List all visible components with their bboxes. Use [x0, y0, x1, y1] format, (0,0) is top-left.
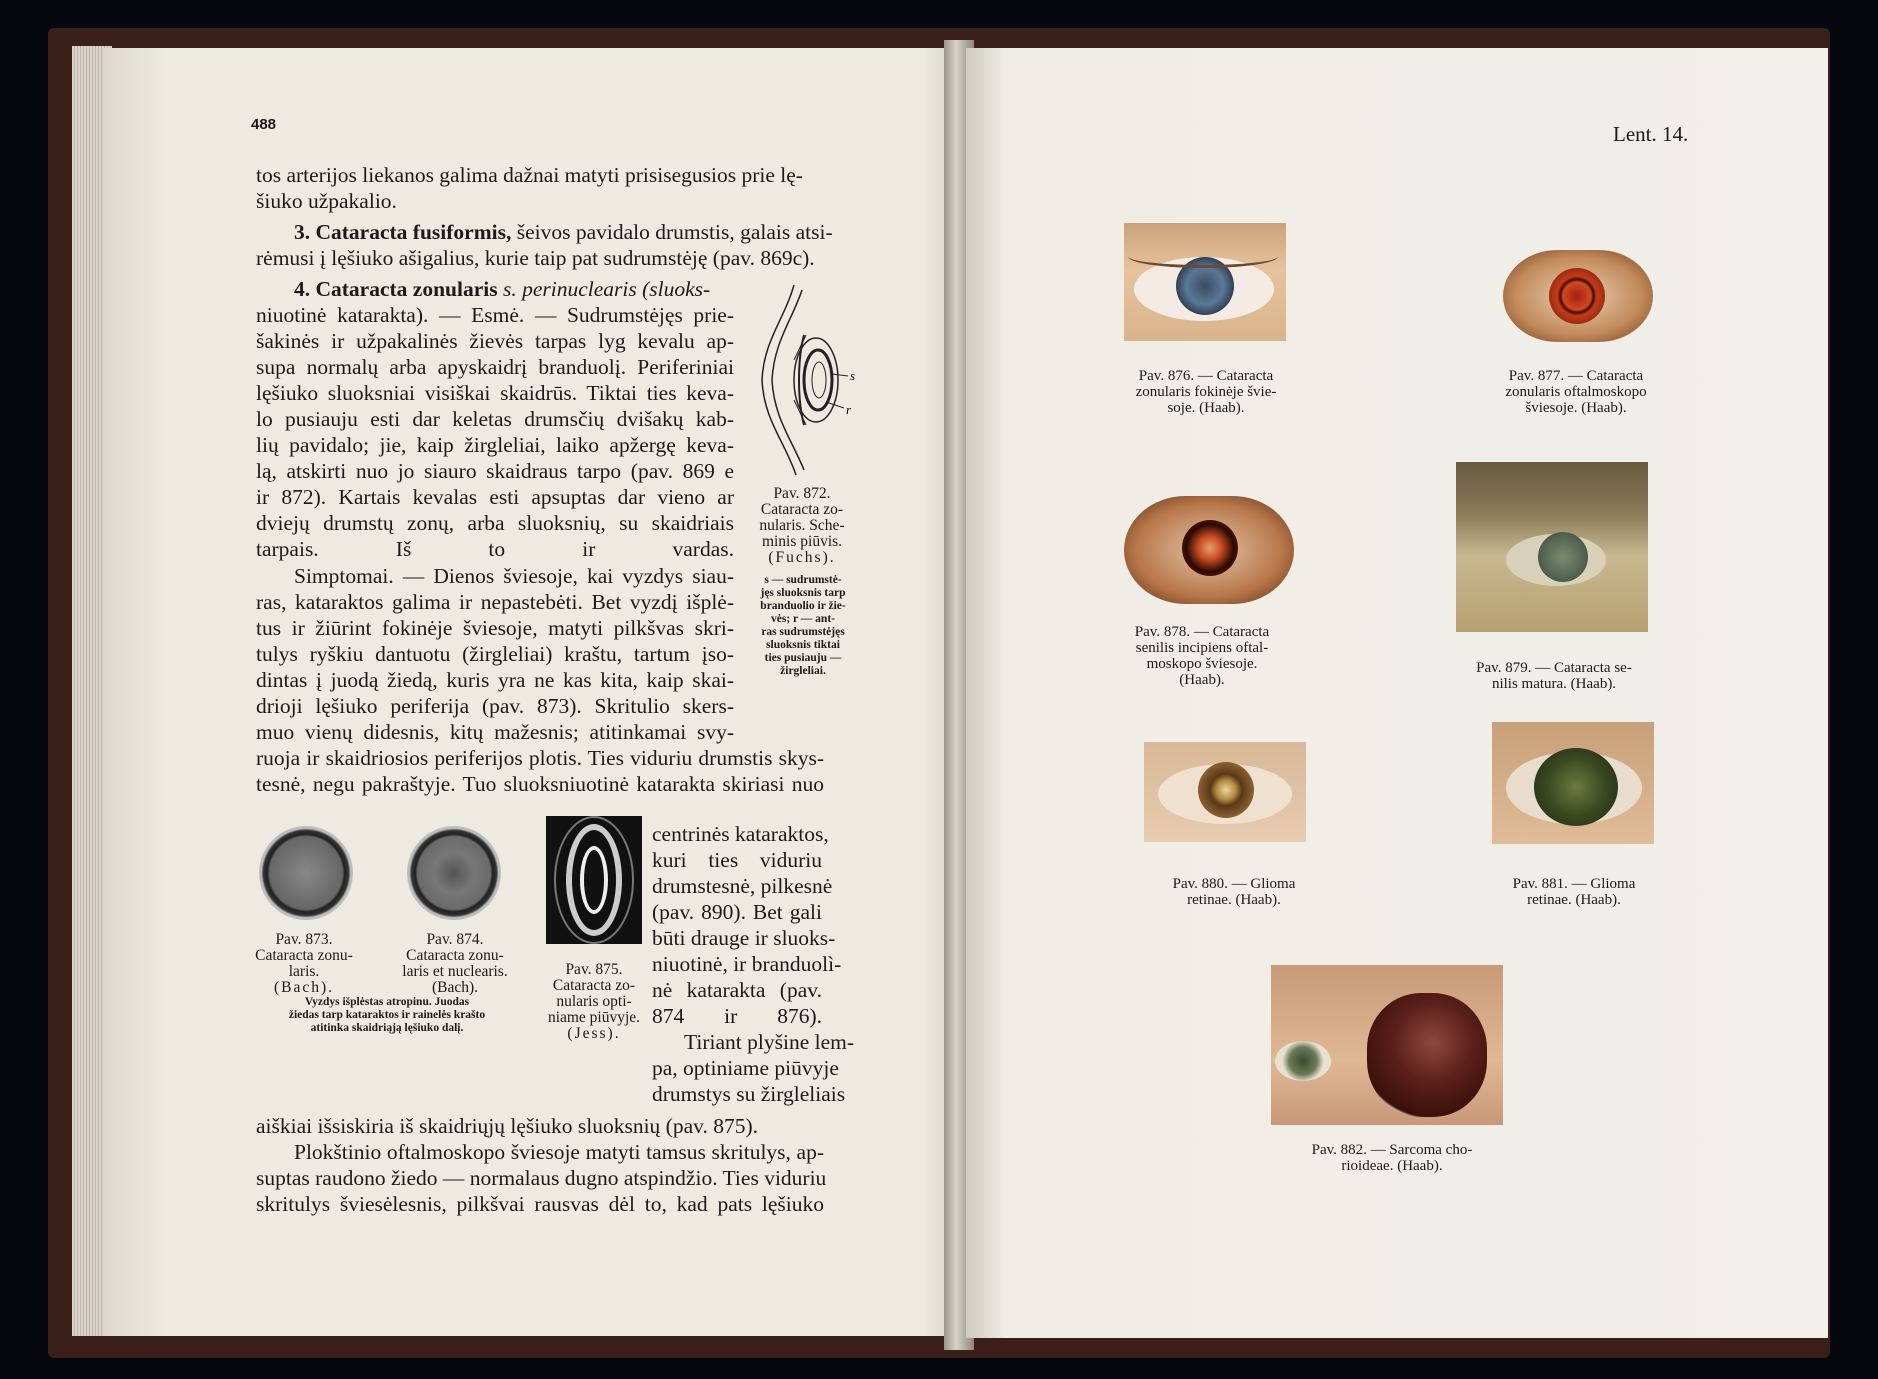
fig-882-image: [1271, 965, 1503, 1125]
text-line: tulys ryškiu dantuotu (žirgleliai) kraštu, tartum įso-: [256, 642, 734, 666]
right-page: [966, 48, 1828, 1338]
text-line: Simptomai. — Dienos šviesoje, kai vyzdys siau-: [294, 564, 734, 588]
text-line: skritulys šviesėlesnis, pilkšvai rausvas dėl to, kad pats lęšiuko: [256, 1192, 824, 1216]
fig-881-image: [1492, 722, 1654, 844]
caption-line: Pav. 875.: [565, 961, 623, 978]
label-s: s: [850, 368, 856, 383]
caption-line: moskopo šviesoje.: [1146, 656, 1258, 672]
text-line: dviejų drumstų zonų, arba sluoksnių, su skaidriais: [256, 511, 734, 535]
legend-line: žirgleliai.: [780, 665, 826, 677]
fig-877-caption: [1476, 368, 1676, 416]
caption-line: retinae. (Haab).: [1187, 892, 1281, 908]
text-line: drumstesnė, pilkesnė: [652, 874, 833, 898]
fig-872-legend: [744, 574, 862, 678]
caption-line: zonularis oftalmoskopo: [1505, 384, 1647, 400]
text-line: Tiriant plyšine lem-: [684, 1030, 855, 1054]
caption-line: zonularis fokinėje švie-: [1135, 384, 1277, 400]
text-line: (pav. 890). Bet gali: [652, 900, 822, 924]
fig-876-caption: [1106, 368, 1306, 416]
fig-874-image: [407, 826, 501, 920]
paragraph-heading: [294, 220, 833, 245]
legend-line: branduolio ir žie-: [760, 600, 846, 612]
caption-line: Pav. 881. — Glioma: [1512, 876, 1636, 892]
caption-line: Pav. 872.: [773, 485, 831, 502]
caption-line: senilis incipiens oftal-: [1135, 640, 1269, 656]
text-line: lių pavidalo; jie, kaip žirgleliai, laiko apžergę keva-: [256, 433, 734, 457]
plate-label: Lent. 14.: [1613, 122, 1689, 146]
text-line: būti drauge ir sluoks-: [652, 926, 836, 950]
fig-875-caption: [534, 962, 654, 1042]
legend-line: ras sudrumstėjęs: [761, 626, 845, 638]
note-line: žiedas tarp kataraktos ir rainelės krašto: [288, 1009, 486, 1021]
fig-881-caption: [1474, 876, 1674, 908]
fig-874-caption: [390, 932, 520, 996]
text-line: centrinės kataraktos,: [652, 822, 829, 846]
caption-line: (Haab).: [1179, 672, 1225, 688]
caption-line: retinae. (Haab).: [1527, 892, 1621, 908]
fig-878-caption: [1102, 624, 1302, 688]
text-line: ruoja ir skaidriosios periferijos plotis. Ties viduriu drumstis skys-: [256, 746, 824, 770]
caption-line: nularis. Sche-: [759, 517, 845, 534]
text-line: drioji lęšiuko periferija (pav. 873). Skritulio skers-: [256, 694, 734, 718]
legend-line: sluoksnis tiktai: [766, 639, 840, 651]
caption-line: (Jess).: [567, 1025, 621, 1042]
text-line: šakinės ir užpakalinės žievės tarpas lyg kevalu ap-: [256, 329, 734, 353]
text-line: lą, atskirti nuo jo siauro skaidraus tarpo (pav. 869 e: [256, 459, 734, 483]
text-line: kuri ties viduriu: [652, 848, 822, 872]
text-line: ir 872). Kartais kevalas esti apsuptas dar vieno ar: [256, 485, 734, 509]
fig-879-caption: [1444, 660, 1664, 692]
left-page: [104, 48, 964, 1336]
fig-872-diagram: [744, 280, 869, 480]
caption-line: rioideae. (Haab).: [1341, 1158, 1443, 1174]
section-title: 4. Cataracta zonularis: [294, 277, 498, 301]
caption-line: niame piūvyje.: [547, 1009, 641, 1026]
text-span: šeivos pavidalo drumstis, galais atsi-: [511, 220, 833, 244]
text-line: dintas į juodą žiedą, kuris yra ne kas kita, kaip skai-: [256, 668, 734, 692]
text-line: tesnė, negu pakraštyje. Tuo sluoksniuotinė katarakta skiriasi nuo: [256, 772, 824, 796]
note-line: atitinka skaidriąją lęšiuko dalį.: [310, 1022, 464, 1034]
caption-line: laris.: [288, 963, 320, 980]
fig-873-caption: [244, 932, 364, 996]
caption-line: Pav. 874.: [426, 931, 484, 948]
caption-line: minis piūvis.: [761, 533, 843, 550]
text-line: supa normalų arba apyskaidrį branduolį. Periferiniai: [256, 355, 734, 379]
caption-line: Pav. 876. — Cataracta: [1138, 368, 1274, 384]
text-line: niuotinė katarakta). — Esmė. — Sudrumstėjęs prie-: [256, 303, 734, 327]
caption-line: laris et nuclearis.: [402, 963, 508, 980]
caption-line: Pav. 873.: [275, 931, 333, 948]
text-line: lo pusiauju esti dar keletas drumsčių dvišakų kab-: [256, 407, 734, 431]
text-line: rėmusi į lęšiuko ašigalius, kurie taip pat sudrumstėję (pav. 869c).: [256, 246, 815, 270]
fig-880-image: [1144, 742, 1306, 842]
paragraph-heading: [294, 277, 710, 302]
fig-876-image: [1124, 223, 1286, 341]
text-line: nė katarakta (pav.: [652, 978, 822, 1002]
text-line: drumstys su žirgleliais: [652, 1082, 846, 1106]
caption-line: Cataracta zonu-: [255, 947, 353, 964]
text-line: ras, kataraktos galima ir nepastebėti. Bet vyzdį išplė-: [256, 590, 734, 614]
text-span: s. perinuclearis (sluoks-: [497, 277, 711, 301]
caption-line: Cataracta zonu-: [406, 947, 504, 964]
caption-line: Pav. 877. — Cataracta: [1508, 368, 1644, 384]
label-r: r: [846, 402, 852, 417]
caption-line: (Bach).: [431, 979, 479, 996]
fig-873-874-note: [252, 996, 522, 1035]
text-line: aiškiai išsiskiria iš skaidriųjų lęšiuko sluoksnių (pav. 875).: [256, 1114, 759, 1138]
text-line: tarpais. Iš to ir vardas.: [256, 537, 734, 561]
fig-879-image: [1456, 462, 1648, 632]
fig-882-caption: [1282, 1142, 1502, 1174]
caption-line: nularis opti-: [556, 993, 632, 1010]
text-line: niuotinė, ir branduolì-: [652, 952, 842, 976]
legend-line: vės; r — ant-: [771, 613, 835, 625]
caption-line: (Bach).: [273, 979, 335, 996]
text-line: Plokštinio oftalmoskopo šviesoje matyti tamsus skritulys, ap-: [294, 1140, 824, 1164]
fig-877-image: [1503, 250, 1653, 342]
caption-line: Pav. 879. — Cataracta se-: [1476, 660, 1632, 676]
caption-line: soje. (Haab).: [1167, 400, 1245, 416]
legend-line: jęs sluoksnis tarp: [760, 587, 846, 599]
text-line: lęšiuko sluoksniai visiškai skaidrūs. Tiktai ties keva-: [256, 381, 734, 405]
legend-line: ties pusiauju —: [764, 652, 842, 664]
caption-line: šviesoje. (Haab).: [1525, 400, 1627, 416]
caption-line: Pav. 882. — Sarcoma cho-: [1311, 1142, 1473, 1158]
text-line: suptas raudono žiedo — normalaus dugno atspindžio. Ties viduriu: [256, 1166, 827, 1190]
note-line: Vyzdys išplėstas atropinu. Juodas: [304, 996, 470, 1008]
section-title: 3. Cataracta fusiformis,: [294, 220, 512, 244]
caption-line: (Fuchs).: [768, 549, 836, 566]
text-line: 874 ir 876).: [652, 1004, 822, 1028]
caption-line: Cataracta zo-: [552, 977, 636, 994]
fig-873-image: [259, 826, 353, 920]
caption-line: nilis matura. (Haab).: [1491, 676, 1617, 692]
caption-line: Cataracta zo-: [760, 501, 844, 518]
fig-872-caption: [742, 486, 862, 566]
text-line: šiuko užpakalio.: [256, 189, 397, 213]
fig-880-caption: [1134, 876, 1334, 908]
caption-line: Pav. 880. — Glioma: [1172, 876, 1296, 892]
legend-line: s — sudrumstė-: [764, 574, 842, 586]
caption-line: Pav. 878. — Cataracta: [1134, 624, 1270, 640]
text-line: pa, optiniame piūvyje: [652, 1056, 839, 1080]
text-line: muo vienų didesnis, kitų mažesnis; atitinkamai svy-: [256, 720, 734, 744]
fig-875-image: [546, 816, 642, 944]
text-line: tus ir žiūrint fokinėje šviesoje, matyti pilkšvas skri-: [256, 616, 734, 640]
fig-878-image: [1124, 496, 1294, 604]
text-line: tos arterijos liekanos galima dažnai matyti prisisegusios prie lę-: [256, 163, 803, 187]
page-number: 488: [251, 116, 277, 133]
